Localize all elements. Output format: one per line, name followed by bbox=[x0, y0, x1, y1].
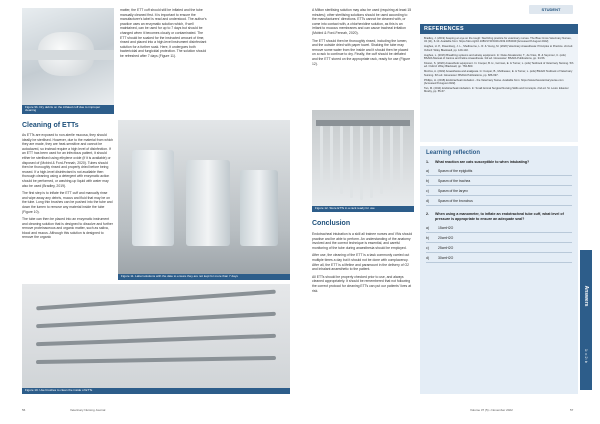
bottle-2 bbox=[186, 160, 230, 246]
option-letter: c) bbox=[426, 188, 429, 193]
reference-item: Hughes, L. (2016) Breathing systems and airway equipment. In: Duke-Novakovski, T., de Vries, M. & Seymour, C. (eds) BSAVA Manual of Canine and Feline Anaesthesia. 3rd ed. Gloucester: BSAVA Publications, pp. 34-56. bbox=[424, 53, 566, 61]
answers-label: Answers bbox=[583, 285, 589, 307]
ett-6 bbox=[370, 126, 373, 198]
reference-item: Bradley, J. (2019) Keeping an eye on the tough: Sterilizing practice for veterinary nurses. The Blue Cross Veterinary Nurses, 34 (11), 6-10. Available from: https://doi.org/10.1080/17415349.2019.1663049 [Accessed 8 August 2022]. bbox=[424, 37, 572, 44]
reference-item: Hughes, H. P., Rosenberg, J. L., Shelbourne, L. R. & Young, M. (2020) Veterinary Anaesthesia: Principles to Practice. 2nd ed. Oxford: Wiley Blackwell, pp. 129-132. bbox=[424, 45, 574, 52]
references-box bbox=[420, 24, 578, 142]
conclusion-para-3: All ETTs should be properly checked prior to use, and always cleaned appropriately. It should be remembered that not following the correct protocol for cleaning ETTs can put our patients' lives at risk. bbox=[312, 274, 412, 293]
option-text: Spasm of the bronchus bbox=[438, 198, 473, 203]
left-col1-text bbox=[22, 133, 114, 243]
figure-10-caption: Figure 10. Use brushes to clean the inside of ETTs bbox=[22, 388, 290, 394]
option-text: Spasm of the larynx bbox=[438, 188, 468, 193]
ett-2 bbox=[330, 126, 333, 190]
brush-2 bbox=[36, 312, 276, 329]
option-text: 15cmH2O bbox=[438, 225, 454, 230]
question-2-text: When using a manometer, to inflate an endotracheal tube cuff, what level of pressure is appropriate to ensure an adequate seal? bbox=[435, 212, 564, 221]
answers-strip bbox=[580, 250, 592, 390]
answers-value: 1: c 2: b bbox=[584, 348, 589, 364]
question-2-number: 2. bbox=[426, 212, 429, 217]
student-tab: STUDENT bbox=[529, 5, 573, 14]
references-list bbox=[420, 34, 578, 98]
question-1-text: What reaction are cats susceptible to when intubating? bbox=[435, 160, 530, 164]
left-page-number: 56 bbox=[22, 408, 26, 412]
cleaning-para-3: The tube can then be placed into an enzymatic instrument and cleaning solution that is designed to dissolve and further remove proteinaceous and organic matter, such as saliva, blood and mucus. Although this solution is designed to remove the organic bbox=[22, 217, 113, 240]
figure-9b-image bbox=[22, 8, 114, 114]
q2-option-c[interactable] bbox=[426, 243, 572, 253]
bottle-1 bbox=[132, 150, 174, 246]
conclusion-para-2: After use, the cleaning of the ETT is a task commonly carried out multiple times a day but it should not be done with complacency. After all, the ETT is a lifeline and paramount in the delivery of O2 and inhalant anaesthetic to the patient. bbox=[312, 253, 410, 272]
q2-option-b[interactable] bbox=[426, 233, 572, 243]
q1-option-c[interactable] bbox=[426, 186, 572, 196]
q1-option-d[interactable] bbox=[426, 196, 572, 206]
right-col1-text bbox=[312, 8, 412, 69]
conclusion-para-1: Endotracheal intubation is a skill all trainee nurses and VNs should practise and be able to perform. An understanding of the anatomy involved and the correct technique is essential, and careful monitoring of the tube during anaesthesia should be employed. bbox=[312, 232, 413, 250]
conclusion-text bbox=[312, 232, 414, 296]
brush-1 bbox=[36, 290, 276, 311]
option-letter: b) bbox=[426, 178, 430, 183]
cleaning-para-1: As ETTs are exposed to non-sterile mucosa, they should ideally be sterilised. However, due to the material from which they are made, they are heat-sensitive and cannot be autoclaved, so instead require a high level of disinfection. If an ETT has been used for an infectious patient, it should either be sterilised using ethylene oxide (if it is available) or disposed of (Mcbird & Ford-Fennah, 2020). Tubes should then be thoroughly rinsed and properly dried before being reused. If a high-level disinfectant is not available then thorough cleaning using a detergent with enzymatic action should be performed, or washing-up liquid with water may also be used (Bradley, 2019). bbox=[22, 133, 114, 188]
figure-9b-caption: Figure 9b. Dry debris on the inflated cuff due to improper cleaning bbox=[22, 105, 114, 114]
reference-item: Morriss, A. (2022) Anaesthesia and analgesia. In: Cooper, B., Mullineaux, E. & Turner, L. (eds) BSAVA Textbook of Veterinary Nursing. 6th ed. Gloucester: BSAVA Publications, pp. 686-697. bbox=[424, 70, 573, 77]
left-col2-text bbox=[120, 8, 210, 62]
question-1-number: 1. bbox=[426, 160, 429, 164]
learning-reflection-box bbox=[420, 146, 578, 394]
reference-item: Phillips, H. (2018) Endotracheal intubation - the Veterinary Nurse. Available from: https://www.theveterinarynurse.com [Accessed 8 August 2022]. bbox=[424, 78, 564, 85]
option-letter: a) bbox=[426, 168, 430, 173]
figure-12-image bbox=[312, 110, 414, 212]
option-letter: d) bbox=[426, 255, 430, 260]
right-page-number: 57 bbox=[570, 408, 574, 412]
left-journal-name: Veterinary Nursing Journal bbox=[70, 408, 106, 412]
ett-8 bbox=[390, 126, 393, 190]
tube-shape bbox=[22, 50, 114, 60]
right-para-1: A Milton sterilising solution may also be used (requiring at least 15 minutes); other sterilising solutions should be used according to the manufacturers' directions. ETTs cannot be cleaned with, or come into contact with, a chlorhexidine solution, as this is an irritant to mucous membranes and can cause tracheal irritation (Mcbird & Ford-Fennah, 2020). bbox=[312, 8, 412, 35]
col2-para: matter, the ETT cuff should still be inflated and the tube manually cleaned first. It is important to ensure the manufacturer's label is read and understood. The author's practice uses an enzymatic solution which, if well maintained, can be used for up to 7 days but should be changed when it becomes cloudy or contaminated. The ETT should be soaked for the instructed amount of time, rinsed and placed into a high-level instrument disinfectant solution for a further soak. Here, it undergoes both bactericidal and fungicidal protection. The solution should be refreshed after 7 days (Figure 11). bbox=[120, 8, 207, 58]
option-text: 20cmH2O bbox=[438, 235, 454, 240]
option-letter: b) bbox=[426, 235, 430, 240]
question-1 bbox=[426, 160, 572, 164]
option-text: 25cmH2O bbox=[438, 245, 454, 250]
option-letter: a) bbox=[426, 225, 430, 230]
question-2 bbox=[426, 212, 572, 221]
learning-reflection-title: Learning reflection bbox=[426, 150, 481, 156]
option-letter: d) bbox=[426, 198, 430, 203]
q1-option-a[interactable] bbox=[426, 166, 572, 176]
brush-4 bbox=[36, 356, 276, 364]
cleaning-para-2: The first step is to inflate the ETT cuff and manually rinse and wipe away any debris, mucus and fluid that may be on the tube. Long thin brushes can be pushed into the tube and down the lumen to remove any material inside the tube (Figure 10). bbox=[22, 191, 113, 214]
brush-3 bbox=[36, 334, 276, 346]
cleaning-section-title: Cleaning of ETTs bbox=[22, 122, 79, 129]
reference-item: Tan, M. (2014) Endotracheal intubation. In: Small Animal Surgical Nursing Skills and Concepts. 2nd ed. St. Louis: Elsevier Mosby, pp. 55-67. bbox=[424, 86, 569, 94]
right-para-2: The ETT should then be thoroughly rinsed, including the lumen, and the outside dried with paper towel. Shaking the tube may remove some water from the inside and it should then be placed on a rack to continue to dry. Finally, the cuff should be deflated and the ETT stored on the appropriate rack, ready for use (Figure 12). bbox=[312, 38, 411, 66]
figure-11-image bbox=[118, 120, 290, 280]
option-text: 30cmH2O bbox=[438, 255, 454, 260]
reference-item: Kirwan, S. (2020) Anaesthetic equipment. In: Cooper, B. H., Gorman, E. & Turner, L. (eds) Textbook of Veterinary Nursing. 5th ed. Oxford: Wiley Blackwell, pp. 784-800. bbox=[424, 61, 574, 69]
ett-4 bbox=[350, 126, 353, 198]
ett-5 bbox=[360, 126, 363, 200]
ett-7 bbox=[380, 126, 383, 194]
references-title: REFERENCES bbox=[420, 24, 578, 34]
bottle-3 bbox=[240, 170, 278, 246]
q2-option-a[interactable] bbox=[426, 223, 572, 233]
figure-12-caption: Figure 12. Store ETTs in a rack ready for use bbox=[312, 206, 414, 212]
figure-10-image bbox=[22, 284, 290, 394]
option-letter: c) bbox=[426, 245, 429, 250]
figure-11-caption: Figure 11. Label solutions with the date to ensure they are not kept for more than 7 days bbox=[118, 274, 290, 280]
conclusion-title: Conclusion bbox=[312, 220, 351, 227]
ett-9 bbox=[400, 126, 403, 186]
ett-1 bbox=[320, 126, 323, 186]
q1-option-b[interactable] bbox=[426, 176, 572, 186]
right-volume-info: Volume 37 (5) • November 2022 bbox=[470, 408, 513, 412]
ett-3 bbox=[340, 126, 343, 194]
option-text: Spasm of the trachea bbox=[438, 178, 471, 183]
option-text: Spasm of the epiglottis bbox=[438, 168, 473, 173]
q2-option-d[interactable] bbox=[426, 253, 572, 263]
